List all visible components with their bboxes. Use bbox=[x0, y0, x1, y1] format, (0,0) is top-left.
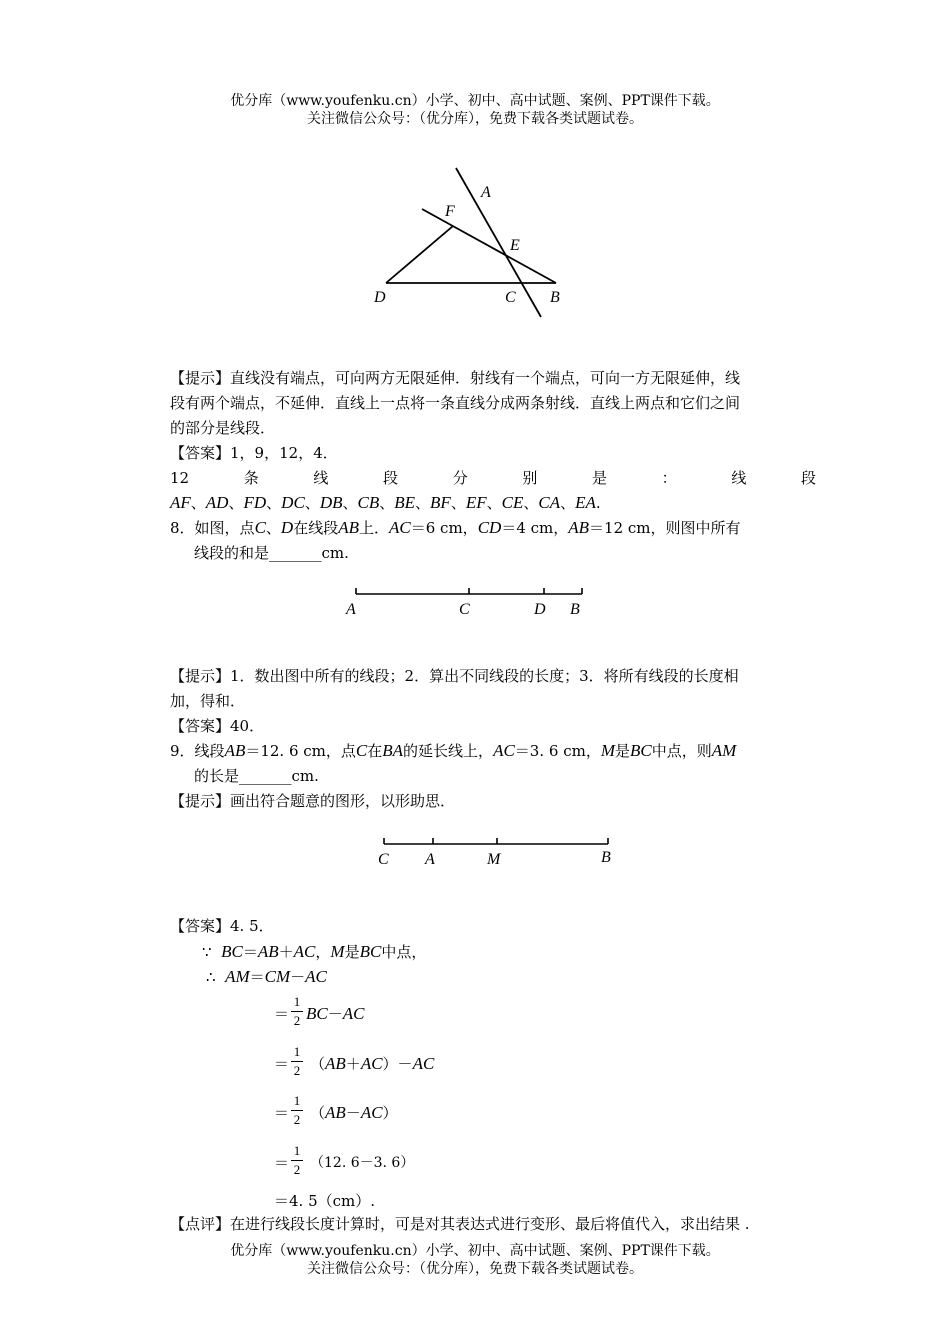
label-b: B bbox=[601, 849, 611, 866]
answer-tag: 【答案】 bbox=[170, 917, 231, 935]
numerator: 1 bbox=[293, 1143, 301, 1158]
spread-word: 12 bbox=[170, 469, 190, 487]
segment-label: BE bbox=[394, 493, 416, 512]
text: 中点， bbox=[381, 943, 427, 961]
spread-word: 线 bbox=[313, 469, 329, 487]
segment-cm: CM bbox=[264, 967, 291, 986]
segment-label: EA bbox=[575, 493, 596, 512]
answer-text: 1，9，12，4． bbox=[230, 444, 338, 462]
paren: （ bbox=[310, 1104, 326, 1122]
segment-ab: AB bbox=[257, 942, 279, 961]
fraction-one-half bbox=[291, 1143, 303, 1178]
text: ＝12 cm，则图中所有 bbox=[589, 519, 741, 537]
segment-ab: AB bbox=[325, 1103, 346, 1122]
q7-hint-line-2: 段有两个端点，不延伸．直线上一点将一条直线分成两条射线．直线上两点和它们之间 bbox=[170, 394, 741, 412]
fraction-bar bbox=[291, 1110, 303, 1111]
text: ＝3. 6 cm， bbox=[514, 742, 601, 760]
solution-step-4-eq: ＝ bbox=[274, 1055, 290, 1073]
solution-step-6-eq: ＝ bbox=[274, 1154, 290, 1172]
solution-step-5-expr bbox=[310, 1103, 398, 1123]
spread-word: 段 bbox=[383, 469, 399, 487]
hint-text: 1．数出图中所有的线段；2．算出不同线段的长度；3．将所有线段的长度相 bbox=[230, 667, 739, 685]
footer-line-2: 关注微信公众号：（优分库），免费下载各类试题试卷。 bbox=[307, 1261, 643, 1277]
solution-step-3-expr bbox=[306, 1004, 364, 1024]
segment-ab: AB bbox=[338, 518, 359, 537]
solution-step-4-expr bbox=[310, 1054, 434, 1074]
text: 是 bbox=[344, 943, 360, 961]
label-c: C bbox=[505, 289, 516, 306]
segment-label: FD bbox=[243, 493, 267, 512]
operator: ＋ bbox=[345, 1055, 361, 1073]
spread-word: 线 bbox=[731, 469, 747, 487]
hint-tag: 【提示】 bbox=[170, 667, 231, 685]
separator: 、 bbox=[265, 519, 281, 537]
point-m: M bbox=[600, 741, 615, 760]
segment-bc: BC bbox=[359, 942, 382, 961]
label-c: C bbox=[459, 601, 470, 618]
segment-bc: BC bbox=[630, 741, 652, 760]
text: 中点，则 bbox=[651, 742, 712, 760]
answer-text: 4. 5． bbox=[230, 917, 274, 935]
q9-answer bbox=[170, 916, 274, 936]
q7-answer bbox=[170, 443, 338, 463]
q7-spread-line bbox=[170, 468, 816, 488]
solution-step-7: ＝4. 5（cm）. bbox=[274, 1192, 376, 1210]
separator: 、 bbox=[415, 494, 431, 512]
spread-word: ： bbox=[661, 469, 677, 487]
separator: 、 bbox=[486, 494, 502, 512]
review-line bbox=[170, 1214, 750, 1234]
answer-tag: 【答案】 bbox=[170, 717, 231, 735]
figure-segment-camb bbox=[372, 832, 622, 872]
text: 是 bbox=[615, 742, 631, 760]
separator: 、 bbox=[304, 494, 320, 512]
fraction-bar bbox=[291, 1061, 303, 1062]
denominator: 2 bbox=[293, 1013, 301, 1028]
fraction-bar bbox=[291, 1160, 303, 1161]
label-a: A bbox=[481, 184, 491, 201]
label-a: A bbox=[346, 601, 356, 618]
label-e: E bbox=[510, 237, 520, 254]
q7-hint-line-3: 的部分是线段． bbox=[170, 419, 276, 437]
operator: － bbox=[290, 968, 306, 986]
q7-hint-line-1 bbox=[170, 368, 740, 388]
label-c: C bbox=[378, 851, 389, 868]
label-b: B bbox=[570, 601, 580, 618]
line-through-f bbox=[422, 209, 556, 283]
segment-label: EF bbox=[465, 493, 487, 512]
spread-word: 别 bbox=[522, 469, 538, 487]
text: 的延长线上， bbox=[403, 742, 494, 760]
segment-label: DC bbox=[281, 493, 305, 512]
denominator: 2 bbox=[293, 1112, 301, 1127]
spread-word: 条 bbox=[243, 469, 259, 487]
q8-answer bbox=[170, 716, 264, 736]
text: ＝4 cm， bbox=[501, 519, 569, 537]
segment-label: DB bbox=[319, 493, 343, 512]
segment-ab: AB bbox=[325, 1054, 346, 1073]
segment-ac: AC bbox=[389, 518, 411, 537]
spread-word: 分 bbox=[452, 469, 468, 487]
figure-segment-acdb bbox=[340, 582, 600, 622]
separator: 、 bbox=[190, 494, 206, 512]
numerator: 1 bbox=[293, 1093, 301, 1108]
text: 上． bbox=[359, 519, 390, 537]
operator: ＝ bbox=[242, 943, 258, 961]
hint-tag: 【提示】 bbox=[170, 369, 231, 387]
q9-question-line-1 bbox=[170, 741, 736, 761]
question-number: 9． bbox=[170, 742, 195, 760]
segment-df bbox=[386, 226, 453, 283]
point-d: D bbox=[280, 518, 294, 537]
operator: ＝ bbox=[249, 968, 265, 986]
segment-ab: AB bbox=[224, 741, 246, 760]
text: 在线段 bbox=[293, 519, 339, 537]
line-through-a bbox=[456, 168, 541, 317]
figure-lines-triangle bbox=[360, 160, 580, 325]
segment-label: CB bbox=[357, 493, 380, 512]
segment-ac: AC bbox=[412, 1054, 435, 1073]
label-d: D bbox=[374, 289, 386, 306]
solution-step-5-eq: ＝ bbox=[274, 1104, 290, 1122]
paren: （ bbox=[310, 1055, 326, 1073]
solution-step-1 bbox=[202, 942, 426, 962]
answer-text: 40． bbox=[230, 717, 265, 735]
label-a: A bbox=[425, 851, 435, 868]
point-m: M bbox=[330, 942, 345, 961]
point-c: C bbox=[355, 741, 368, 760]
separator: 、 bbox=[450, 494, 466, 512]
label-f: F bbox=[445, 203, 455, 220]
hint-tag: 【提示】 bbox=[170, 792, 231, 810]
solution-step-6-expr: （12. 6－3. 6） bbox=[310, 1155, 415, 1171]
segment-ac: AC bbox=[360, 1054, 383, 1073]
spread-word: 是 bbox=[592, 469, 608, 487]
q8-hint-line-1 bbox=[170, 666, 739, 686]
period: . bbox=[595, 494, 601, 512]
segment-bc: BC bbox=[221, 942, 243, 961]
fraction-one-half bbox=[291, 1044, 303, 1079]
operator: － bbox=[345, 1104, 361, 1122]
label-b: B bbox=[550, 289, 560, 306]
label-m: M bbox=[487, 851, 501, 868]
point-c: C bbox=[254, 518, 266, 537]
q8-question-line-1 bbox=[170, 518, 741, 538]
review-text: 在进行线段长度计算时，可是对其表达式进行变形、最后将值代入，求出结果 . bbox=[230, 1215, 750, 1233]
segment-am: AM bbox=[225, 967, 250, 986]
question-number: 8． bbox=[170, 519, 195, 537]
segment-bc: BC bbox=[306, 1004, 328, 1023]
numerator: 1 bbox=[293, 1044, 301, 1059]
q7-segment-list bbox=[170, 493, 601, 513]
q8-hint-line-2: 加，得和． bbox=[170, 692, 246, 710]
punctuation: ， bbox=[315, 943, 331, 961]
segment-ac: AC bbox=[305, 967, 327, 986]
fraction-bar bbox=[291, 1011, 303, 1012]
text: ＝12. 6 cm，点 bbox=[245, 742, 356, 760]
separator: 、 bbox=[560, 494, 576, 512]
operator: － bbox=[327, 1005, 343, 1023]
segment-label: CA bbox=[538, 493, 561, 512]
segment-ac: AC bbox=[493, 741, 515, 760]
text: 在 bbox=[367, 742, 383, 760]
text: ＝6 cm， bbox=[410, 519, 478, 537]
segment-am: AM bbox=[711, 741, 737, 760]
q9-hint bbox=[170, 791, 455, 811]
separator: 、 bbox=[379, 494, 395, 512]
segment-cd: CD bbox=[477, 518, 502, 537]
separator: 、 bbox=[342, 494, 358, 512]
operator: ＋ bbox=[278, 943, 294, 961]
segment-label: AF bbox=[170, 493, 191, 512]
q8-question-line-2: 线段的和是_______cm. bbox=[194, 544, 349, 562]
footer-line-1: 优分库（www.youfenku.cn）小学、初中、高中试题、案例、PPT课件下载。 bbox=[230, 1243, 720, 1259]
solution-step-2 bbox=[206, 967, 327, 987]
text: 线段 bbox=[194, 742, 225, 760]
segment-ab: AB bbox=[568, 518, 590, 537]
q9-question-line-2: 的长是_______cm. bbox=[194, 767, 319, 785]
paren: ）－ bbox=[382, 1055, 413, 1073]
label-d: D bbox=[534, 601, 546, 618]
segment-label: CE bbox=[501, 493, 524, 512]
because-symbol: ∵ bbox=[202, 943, 212, 961]
segment-label: AD bbox=[205, 493, 229, 512]
segment-label: BF bbox=[430, 493, 451, 512]
separator: 、 bbox=[228, 494, 244, 512]
paren: ） bbox=[382, 1104, 398, 1122]
text: 如图，点 bbox=[194, 519, 255, 537]
separator: 、 bbox=[523, 494, 539, 512]
answer-tag: 【答案】 bbox=[170, 444, 231, 462]
review-tag: 【点评】 bbox=[170, 1215, 231, 1233]
segment-ac: AC bbox=[293, 942, 316, 961]
segment-ac: AC bbox=[360, 1103, 383, 1122]
separator: 、 bbox=[266, 494, 282, 512]
therefore-symbol: ∴ bbox=[206, 968, 216, 986]
hint-text: 直线没有端点，可向两方无限延伸．射线有一个端点，可向一方无限延伸，线 bbox=[230, 369, 741, 387]
spread-word: 段 bbox=[800, 469, 816, 487]
numerator: 1 bbox=[293, 994, 301, 1009]
segment-ba: BA bbox=[382, 741, 404, 760]
header-line-2: 关注微信公众号：（优分库），免费下载各类试题试卷。 bbox=[307, 111, 643, 127]
segment-ac: AC bbox=[342, 1004, 365, 1023]
fraction-one-half bbox=[291, 994, 303, 1029]
denominator: 2 bbox=[293, 1063, 301, 1078]
fraction-one-half bbox=[291, 1093, 303, 1128]
hint-text: 画出符合题意的图形，以形助思． bbox=[230, 792, 456, 810]
denominator: 2 bbox=[293, 1162, 301, 1177]
header-line-1: 优分库（www.youfenku.cn）小学、初中、高中试题、案例、PPT课件下载。 bbox=[230, 93, 720, 109]
solution-step-3-eq: ＝ bbox=[274, 1005, 290, 1023]
